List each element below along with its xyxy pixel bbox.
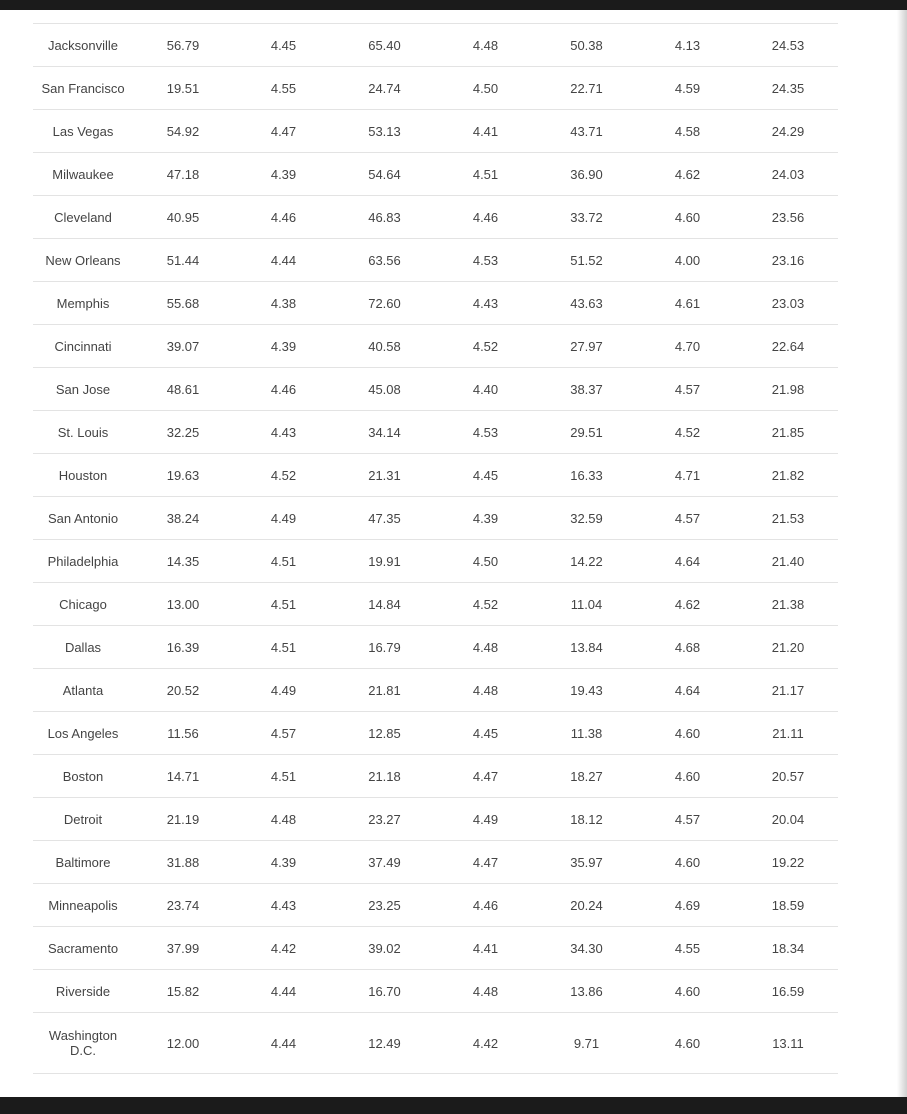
data-table-container[interactable] bbox=[33, 23, 838, 1074]
value-cell: 32.25 bbox=[133, 411, 233, 454]
city-cell: Los Angeles bbox=[33, 712, 133, 755]
value-cell: 21.17 bbox=[738, 669, 838, 712]
city-cell: Riverside bbox=[33, 970, 133, 1013]
value-cell: 13.84 bbox=[536, 626, 637, 669]
value-cell: 4.48 bbox=[435, 669, 536, 712]
value-cell: 53.13 bbox=[334, 110, 435, 153]
value-cell: 46.83 bbox=[334, 196, 435, 239]
value-cell: 33.72 bbox=[536, 196, 637, 239]
city-cell: Minneapolis bbox=[33, 884, 133, 927]
city-cell: San Francisco bbox=[33, 67, 133, 110]
value-cell: 72.60 bbox=[334, 282, 435, 325]
value-cell: 48.61 bbox=[133, 368, 233, 411]
city-cell: Baltimore bbox=[33, 841, 133, 884]
value-cell: 12.00 bbox=[133, 1013, 233, 1074]
city-cell bbox=[33, 1013, 133, 1074]
value-cell: 40.95 bbox=[133, 196, 233, 239]
table-row bbox=[33, 454, 838, 497]
value-cell: 16.79 bbox=[334, 626, 435, 669]
value-cell: 4.43 bbox=[435, 282, 536, 325]
value-cell: 4.51 bbox=[233, 583, 334, 626]
value-cell: 19.22 bbox=[738, 841, 838, 884]
city-cell: St. Louis bbox=[33, 411, 133, 454]
table-row bbox=[33, 497, 838, 540]
value-cell: 4.41 bbox=[435, 927, 536, 970]
table-row bbox=[33, 110, 838, 153]
value-cell: 4.51 bbox=[233, 626, 334, 669]
table-row bbox=[33, 368, 838, 411]
value-cell: 4.44 bbox=[233, 1013, 334, 1074]
value-cell: 4.48 bbox=[435, 970, 536, 1013]
value-cell: 4.48 bbox=[233, 798, 334, 841]
value-cell: 4.58 bbox=[637, 110, 738, 153]
value-cell: 4.52 bbox=[637, 411, 738, 454]
value-cell: 4.39 bbox=[233, 325, 334, 368]
value-cell: 4.45 bbox=[435, 454, 536, 497]
city-name: Washington D.C. bbox=[48, 1028, 118, 1058]
value-cell: 21.18 bbox=[334, 755, 435, 798]
city-cell: Memphis bbox=[33, 282, 133, 325]
value-cell: 4.64 bbox=[637, 540, 738, 583]
value-cell: 16.39 bbox=[133, 626, 233, 669]
bottom-edge-bar bbox=[0, 1097, 907, 1114]
value-cell: 14.84 bbox=[334, 583, 435, 626]
value-cell: 4.64 bbox=[637, 669, 738, 712]
value-cell: 19.91 bbox=[334, 540, 435, 583]
table-row bbox=[33, 583, 838, 626]
value-cell: 4.50 bbox=[435, 540, 536, 583]
value-cell: 23.16 bbox=[738, 239, 838, 282]
value-cell: 4.45 bbox=[435, 712, 536, 755]
table-row bbox=[33, 927, 838, 970]
value-cell: 4.45 bbox=[233, 24, 334, 67]
value-cell: 4.44 bbox=[233, 970, 334, 1013]
value-cell: 21.19 bbox=[133, 798, 233, 841]
value-cell: 16.70 bbox=[334, 970, 435, 1013]
table-row bbox=[33, 970, 838, 1013]
table-row bbox=[33, 325, 838, 368]
value-cell: 4.47 bbox=[233, 110, 334, 153]
value-cell: 4.43 bbox=[233, 884, 334, 927]
value-cell: 56.79 bbox=[133, 24, 233, 67]
value-cell: 36.90 bbox=[536, 153, 637, 196]
city-cell: Las Vegas bbox=[33, 110, 133, 153]
table-row bbox=[33, 24, 838, 67]
value-cell: 47.35 bbox=[334, 497, 435, 540]
value-cell: 4.39 bbox=[435, 497, 536, 540]
table-row bbox=[33, 196, 838, 239]
value-cell: 20.24 bbox=[536, 884, 637, 927]
table-row bbox=[33, 1013, 838, 1074]
value-cell: 37.49 bbox=[334, 841, 435, 884]
value-cell: 4.71 bbox=[637, 454, 738, 497]
value-cell: 13.00 bbox=[133, 583, 233, 626]
value-cell: 20.52 bbox=[133, 669, 233, 712]
value-cell: 23.03 bbox=[738, 282, 838, 325]
value-cell: 55.68 bbox=[133, 282, 233, 325]
value-cell: 38.24 bbox=[133, 497, 233, 540]
city-cell: Boston bbox=[33, 755, 133, 798]
value-cell: 40.58 bbox=[334, 325, 435, 368]
value-cell: 4.51 bbox=[435, 153, 536, 196]
table-row bbox=[33, 798, 838, 841]
value-cell: 32.59 bbox=[536, 497, 637, 540]
value-cell: 47.18 bbox=[133, 153, 233, 196]
value-cell: 54.92 bbox=[133, 110, 233, 153]
value-cell: 4.60 bbox=[637, 196, 738, 239]
value-cell: 4.60 bbox=[637, 970, 738, 1013]
table-row bbox=[33, 67, 838, 110]
value-cell: 29.51 bbox=[536, 411, 637, 454]
value-cell: 21.40 bbox=[738, 540, 838, 583]
table-row bbox=[33, 626, 838, 669]
value-cell: 4.47 bbox=[435, 755, 536, 798]
city-data-table bbox=[33, 23, 838, 1074]
value-cell: 4.53 bbox=[435, 239, 536, 282]
value-cell: 45.08 bbox=[334, 368, 435, 411]
value-cell: 4.41 bbox=[435, 110, 536, 153]
value-cell: 23.74 bbox=[133, 884, 233, 927]
value-cell: 4.60 bbox=[637, 755, 738, 798]
city-cell: Cleveland bbox=[33, 196, 133, 239]
value-cell: 16.59 bbox=[738, 970, 838, 1013]
value-cell: 13.11 bbox=[738, 1013, 838, 1074]
table-row bbox=[33, 153, 838, 196]
value-cell: 20.57 bbox=[738, 755, 838, 798]
value-cell: 65.40 bbox=[334, 24, 435, 67]
city-cell: Dallas bbox=[33, 626, 133, 669]
value-cell: 4.46 bbox=[233, 196, 334, 239]
value-cell: 14.22 bbox=[536, 540, 637, 583]
value-cell: 4.48 bbox=[435, 626, 536, 669]
value-cell: 50.38 bbox=[536, 24, 637, 67]
value-cell: 4.55 bbox=[233, 67, 334, 110]
value-cell: 39.07 bbox=[133, 325, 233, 368]
table-row bbox=[33, 282, 838, 325]
top-edge-bar bbox=[0, 0, 907, 10]
value-cell: 38.37 bbox=[536, 368, 637, 411]
value-cell: 4.42 bbox=[435, 1013, 536, 1074]
value-cell: 21.98 bbox=[738, 368, 838, 411]
city-cell: Milwaukee bbox=[33, 153, 133, 196]
value-cell: 4.57 bbox=[637, 368, 738, 411]
value-cell: 21.81 bbox=[334, 669, 435, 712]
table-row bbox=[33, 712, 838, 755]
city-cell: Atlanta bbox=[33, 669, 133, 712]
value-cell: 24.29 bbox=[738, 110, 838, 153]
value-cell: 4.57 bbox=[637, 497, 738, 540]
value-cell: 4.51 bbox=[233, 755, 334, 798]
value-cell: 37.99 bbox=[133, 927, 233, 970]
value-cell: 4.38 bbox=[233, 282, 334, 325]
value-cell: 34.30 bbox=[536, 927, 637, 970]
value-cell: 4.62 bbox=[637, 153, 738, 196]
city-cell: Cincinnati bbox=[33, 325, 133, 368]
value-cell: 4.46 bbox=[435, 884, 536, 927]
value-cell: 22.71 bbox=[536, 67, 637, 110]
value-cell: 15.82 bbox=[133, 970, 233, 1013]
value-cell: 23.56 bbox=[738, 196, 838, 239]
city-cell: Chicago bbox=[33, 583, 133, 626]
value-cell: 4.62 bbox=[637, 583, 738, 626]
value-cell: 4.46 bbox=[435, 196, 536, 239]
value-cell: 19.63 bbox=[133, 454, 233, 497]
value-cell: 4.47 bbox=[435, 841, 536, 884]
city-cell: Sacramento bbox=[33, 927, 133, 970]
value-cell: 11.38 bbox=[536, 712, 637, 755]
value-cell: 14.71 bbox=[133, 755, 233, 798]
value-cell: 22.64 bbox=[738, 325, 838, 368]
value-cell: 16.33 bbox=[536, 454, 637, 497]
value-cell: 4.48 bbox=[435, 24, 536, 67]
value-cell: 34.14 bbox=[334, 411, 435, 454]
value-cell: 18.27 bbox=[536, 755, 637, 798]
value-cell: 21.82 bbox=[738, 454, 838, 497]
table-row bbox=[33, 755, 838, 798]
value-cell: 31.88 bbox=[133, 841, 233, 884]
value-cell: 4.60 bbox=[637, 712, 738, 755]
value-cell: 21.53 bbox=[738, 497, 838, 540]
value-cell: 23.25 bbox=[334, 884, 435, 927]
value-cell: 27.97 bbox=[536, 325, 637, 368]
value-cell: 4.43 bbox=[233, 411, 334, 454]
value-cell: 4.39 bbox=[233, 153, 334, 196]
value-cell: 20.04 bbox=[738, 798, 838, 841]
value-cell: 43.63 bbox=[536, 282, 637, 325]
table-row bbox=[33, 411, 838, 454]
value-cell: 19.51 bbox=[133, 67, 233, 110]
city-cell: Detroit bbox=[33, 798, 133, 841]
right-edge-shadow bbox=[897, 10, 907, 1097]
value-cell: 24.03 bbox=[738, 153, 838, 196]
value-cell: 21.38 bbox=[738, 583, 838, 626]
value-cell: 4.13 bbox=[637, 24, 738, 67]
value-cell: 18.59 bbox=[738, 884, 838, 927]
value-cell: 23.27 bbox=[334, 798, 435, 841]
value-cell: 4.57 bbox=[637, 798, 738, 841]
value-cell: 21.20 bbox=[738, 626, 838, 669]
value-cell: 4.49 bbox=[435, 798, 536, 841]
value-cell: 24.53 bbox=[738, 24, 838, 67]
value-cell: 4.49 bbox=[233, 669, 334, 712]
value-cell: 4.46 bbox=[233, 368, 334, 411]
table-row bbox=[33, 841, 838, 884]
value-cell: 4.49 bbox=[233, 497, 334, 540]
value-cell: 4.51 bbox=[233, 540, 334, 583]
value-cell: 43.71 bbox=[536, 110, 637, 153]
value-cell: 4.60 bbox=[637, 841, 738, 884]
value-cell: 9.71 bbox=[536, 1013, 637, 1074]
value-cell: 4.52 bbox=[435, 325, 536, 368]
value-cell: 21.11 bbox=[738, 712, 838, 755]
city-cell: Philadelphia bbox=[33, 540, 133, 583]
value-cell: 4.53 bbox=[435, 411, 536, 454]
city-cell: Jacksonville bbox=[33, 24, 133, 67]
table-row bbox=[33, 540, 838, 583]
value-cell: 4.59 bbox=[637, 67, 738, 110]
table-row bbox=[33, 669, 838, 712]
value-cell: 24.35 bbox=[738, 67, 838, 110]
value-cell: 63.56 bbox=[334, 239, 435, 282]
value-cell: 18.12 bbox=[536, 798, 637, 841]
value-cell: 4.44 bbox=[233, 239, 334, 282]
value-cell: 13.86 bbox=[536, 970, 637, 1013]
value-cell: 14.35 bbox=[133, 540, 233, 583]
value-cell: 12.49 bbox=[334, 1013, 435, 1074]
value-cell: 4.61 bbox=[637, 282, 738, 325]
city-cell: New Orleans bbox=[33, 239, 133, 282]
value-cell: 4.52 bbox=[233, 454, 334, 497]
value-cell: 4.50 bbox=[435, 67, 536, 110]
value-cell: 24.74 bbox=[334, 67, 435, 110]
value-cell: 4.55 bbox=[637, 927, 738, 970]
value-cell: 4.68 bbox=[637, 626, 738, 669]
value-cell: 21.85 bbox=[738, 411, 838, 454]
value-cell: 51.44 bbox=[133, 239, 233, 282]
value-cell: 19.43 bbox=[536, 669, 637, 712]
value-cell: 4.57 bbox=[233, 712, 334, 755]
value-cell: 4.00 bbox=[637, 239, 738, 282]
value-cell: 39.02 bbox=[334, 927, 435, 970]
value-cell: 11.56 bbox=[133, 712, 233, 755]
value-cell: 18.34 bbox=[738, 927, 838, 970]
value-cell: 51.52 bbox=[536, 239, 637, 282]
city-cell: San Antonio bbox=[33, 497, 133, 540]
value-cell: 4.40 bbox=[435, 368, 536, 411]
value-cell: 11.04 bbox=[536, 583, 637, 626]
value-cell: 4.52 bbox=[435, 583, 536, 626]
value-cell: 54.64 bbox=[334, 153, 435, 196]
value-cell: 4.39 bbox=[233, 841, 334, 884]
city-cell: Houston bbox=[33, 454, 133, 497]
table-row bbox=[33, 239, 838, 282]
value-cell: 35.97 bbox=[536, 841, 637, 884]
value-cell: 21.31 bbox=[334, 454, 435, 497]
city-cell: San Jose bbox=[33, 368, 133, 411]
table-row bbox=[33, 884, 838, 927]
value-cell: 4.42 bbox=[233, 927, 334, 970]
value-cell: 4.70 bbox=[637, 325, 738, 368]
value-cell: 4.69 bbox=[637, 884, 738, 927]
value-cell: 4.60 bbox=[637, 1013, 738, 1074]
value-cell: 12.85 bbox=[334, 712, 435, 755]
